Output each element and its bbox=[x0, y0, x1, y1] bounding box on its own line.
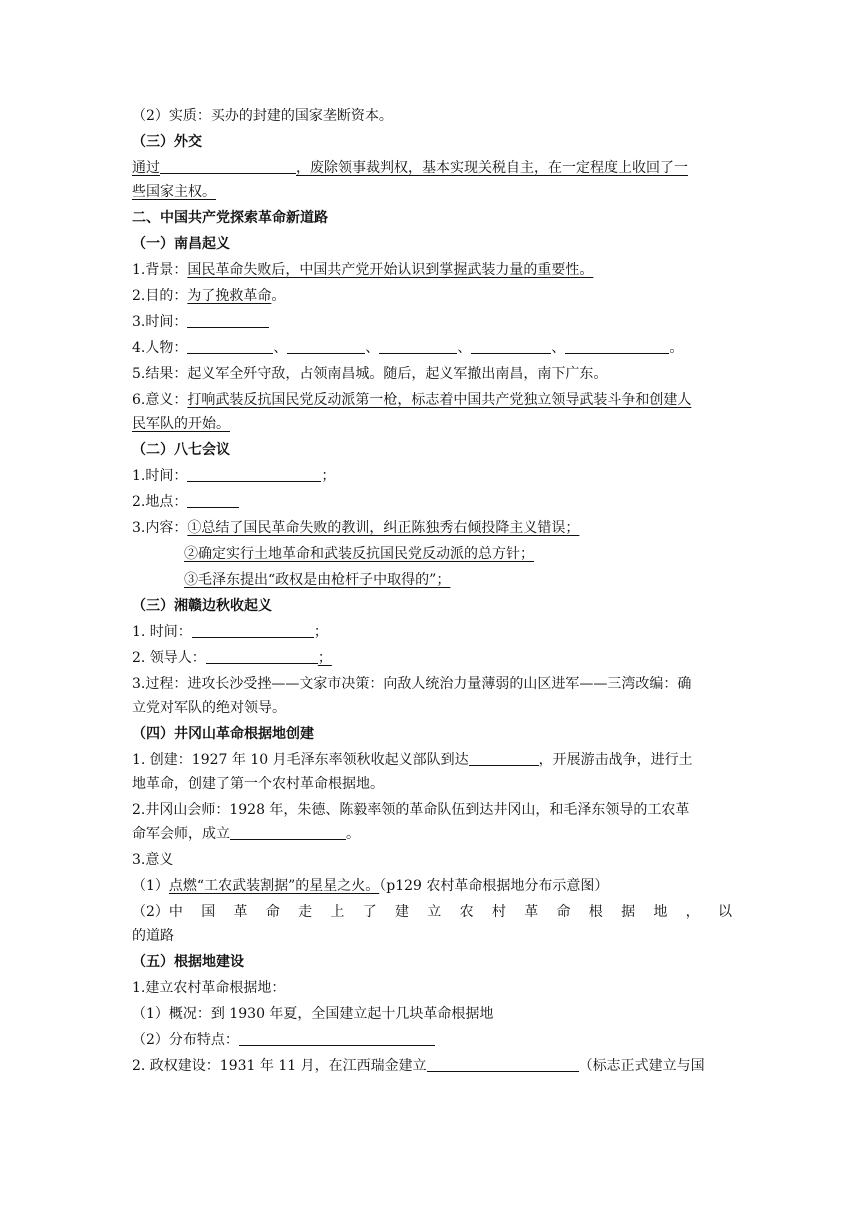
meaning-1-text: 点燃“工农武装割据”的星星之火。 bbox=[168, 878, 380, 894]
heading-diplomacy: （三）外交 bbox=[132, 134, 202, 150]
blank-time-nanchang bbox=[187, 310, 269, 328]
purpose-period: 。 bbox=[271, 288, 286, 304]
justified-char: 命 bbox=[556, 904, 571, 920]
text-significance: 打响武装反抗国民党反动派第一枪，标志着中国共产党独立领导武装斗争和创建人 bbox=[187, 392, 692, 408]
meaning-1-label: （1） bbox=[132, 878, 169, 894]
heading-nanchang: （一）南昌起义 bbox=[132, 236, 230, 252]
label-distribution: （2）分布特点： bbox=[132, 1032, 239, 1048]
text-purpose: 为了挽救革命 bbox=[187, 288, 272, 304]
text-meeting: 命军会师，成立 bbox=[132, 826, 230, 842]
label-people: 4.人物： bbox=[132, 340, 188, 356]
label-significance: 6.意义： bbox=[132, 392, 188, 408]
line-creation-1 bbox=[132, 748, 732, 772]
justified-char: ， bbox=[685, 904, 700, 920]
justified-char: 革 bbox=[233, 904, 248, 920]
diplomacy-text-start: 通过 bbox=[132, 160, 160, 176]
blank-leader bbox=[206, 646, 318, 664]
meeting-end: 。 bbox=[346, 826, 360, 842]
blank-location bbox=[469, 748, 539, 766]
justified-char: 上 bbox=[330, 904, 345, 920]
blank-person-5 bbox=[565, 336, 669, 354]
line-meaning-2-cont: 的道路 bbox=[132, 928, 174, 944]
heading-section-2: 二、中国共产党探索革命新道路 bbox=[132, 210, 328, 226]
line-purpose bbox=[132, 284, 732, 308]
justified-char: （2）中 bbox=[132, 904, 183, 920]
justified-char: 建 bbox=[395, 904, 409, 920]
label-place-87: 2.地点： bbox=[132, 494, 188, 510]
justified-char: 了 bbox=[362, 904, 377, 920]
label-time-87: 1.时间： bbox=[132, 468, 188, 484]
sep-3: 、 bbox=[457, 340, 472, 356]
blank-army bbox=[230, 822, 346, 840]
blank-treaty bbox=[160, 156, 296, 174]
justified-char: 命 bbox=[265, 904, 280, 920]
line-time-87 bbox=[132, 464, 732, 488]
line-essence: （2）实质：买办的封建的国家垄断资本。 bbox=[132, 108, 393, 124]
line-establish: 1.建立农村革命根据地： bbox=[132, 980, 286, 996]
justified-char: 村 bbox=[491, 904, 506, 920]
diplomacy-text-cont: 些国家主权。 bbox=[132, 184, 216, 200]
line-government bbox=[132, 1054, 732, 1078]
label-time: 3.时间： bbox=[132, 314, 188, 330]
heading-autumn-harvest: （三）湘赣边秋收起义 bbox=[132, 598, 272, 614]
blank-time-87 bbox=[187, 464, 321, 482]
document-page bbox=[132, 104, 732, 1078]
line-time-nanchang bbox=[132, 310, 732, 334]
blank-person-2 bbox=[287, 336, 365, 354]
justified-char: 走 bbox=[298, 904, 313, 920]
line-background bbox=[132, 258, 732, 282]
line-meaning-1 bbox=[132, 874, 732, 898]
line-place-87 bbox=[132, 490, 732, 514]
line-content-87-3 bbox=[132, 568, 732, 592]
text-creation-end: ，开展游击战争，进行土 bbox=[538, 752, 693, 768]
line-content-87-2 bbox=[132, 542, 732, 566]
line-creation-2: 地革命，创建了第一个农村革命根据地。 bbox=[132, 776, 384, 792]
heading-jinggangshan: （四）井冈山革命根据地创建 bbox=[132, 726, 314, 742]
blank-person-3 bbox=[379, 336, 457, 354]
line-content-87-1 bbox=[132, 516, 732, 540]
line-leader bbox=[132, 646, 732, 670]
line-distribution bbox=[132, 1028, 732, 1052]
people-end: 。 bbox=[669, 340, 684, 356]
justified-char: 革 bbox=[524, 904, 539, 920]
time-87-end: ； bbox=[321, 468, 336, 484]
sep-4: 、 bbox=[551, 340, 566, 356]
text-content-87-2: ②确定实行土地革命和武装反抗国民党反动派的总方针； bbox=[184, 546, 534, 562]
line-meaning-2 bbox=[132, 900, 732, 924]
justified-char: 立 bbox=[427, 904, 442, 920]
diplomacy-text-end: ，废除领事裁判权，基本实现关税自主，在一定程度上收回了一 bbox=[296, 160, 688, 176]
line-meeting-1: 2.井冈山会师：1928 年，朱德、陈毅率领的革命队伍到达井冈山，和毛泽东领导的工农革 bbox=[132, 802, 690, 818]
line-process-1: 3.过程：进攻长沙受挫——文家市决策：向敌人统治力量薄弱的山区进军——三湾改编：确 bbox=[132, 676, 692, 692]
justified-char: 地 bbox=[653, 904, 668, 920]
line-meeting-2 bbox=[132, 822, 732, 846]
text-content-87-1: ①总结了国民革命失败的教训，纠正陈独秀右倾投降主义错误； bbox=[187, 520, 580, 536]
justified-char: 农 bbox=[459, 904, 474, 920]
blank-government bbox=[427, 1054, 579, 1072]
justified-char: 以 bbox=[717, 904, 732, 920]
text-significance-cont: 民军队的开始。 bbox=[132, 416, 230, 432]
line-overview: （1）概况：到 1930 年夏，全国建立起十几块革命根据地 bbox=[132, 1006, 494, 1022]
label-content-87: 3.内容： bbox=[132, 520, 188, 536]
justified-char: 国 bbox=[201, 904, 216, 920]
line-people bbox=[132, 336, 732, 360]
blank-person-4 bbox=[471, 336, 551, 354]
line-significance-2 bbox=[132, 412, 732, 436]
line-significance-1 bbox=[132, 388, 732, 412]
line-time-autumn bbox=[132, 620, 732, 644]
text-government: 2. 政权建设：1931 年 11 月，在江西瑞金建立 bbox=[132, 1058, 427, 1074]
time-autumn-end: ； bbox=[313, 624, 328, 640]
label-purpose: 2.目的： bbox=[132, 288, 188, 304]
text-creation-start: 1. 创建：1927 年 10 月毛泽东率领秋收起义部队到达 bbox=[132, 752, 469, 768]
line-diplomacy-1 bbox=[132, 156, 732, 180]
sep-2: 、 bbox=[365, 340, 380, 356]
label-background: 1.背景： bbox=[132, 262, 188, 278]
text-government-end: （标志正式建立与国 bbox=[578, 1058, 705, 1074]
label-leader: 2. 领导人： bbox=[132, 650, 206, 666]
blank-distribution bbox=[239, 1028, 435, 1046]
justified-char: 根 bbox=[588, 904, 603, 920]
heading-base-building: （五）根据地建设 bbox=[132, 954, 244, 970]
blank-person-1 bbox=[187, 336, 273, 354]
line-process-2: 立党对军队的绝对领导。 bbox=[132, 700, 286, 716]
sep-1: 、 bbox=[273, 340, 288, 356]
text-content-87-3: ③毛泽东提出“政权是由枪杆子中取得的”； bbox=[184, 572, 451, 588]
leader-end: ； bbox=[317, 650, 332, 666]
heading-august-7: （二）八七会议 bbox=[132, 442, 230, 458]
line-diplomacy-2 bbox=[132, 180, 732, 204]
line-result: 5.结果：起义军全歼守敌，占领南昌城。随后，起义军撤出南昌，南下广东。 bbox=[132, 366, 608, 382]
justified-char: 据 bbox=[621, 904, 636, 920]
label-time-autumn: 1. 时间： bbox=[132, 624, 192, 640]
text-background: 国民革命失败后，中国共产党开始认识到掌握武装力量的重要性。 bbox=[187, 262, 594, 278]
blank-place-87 bbox=[187, 490, 239, 508]
blank-time-autumn bbox=[192, 620, 314, 638]
line-meaning-heading: 3.意义 bbox=[132, 852, 174, 868]
meaning-1-note: （p129 农村革命根据地分布示意图） bbox=[379, 878, 609, 894]
